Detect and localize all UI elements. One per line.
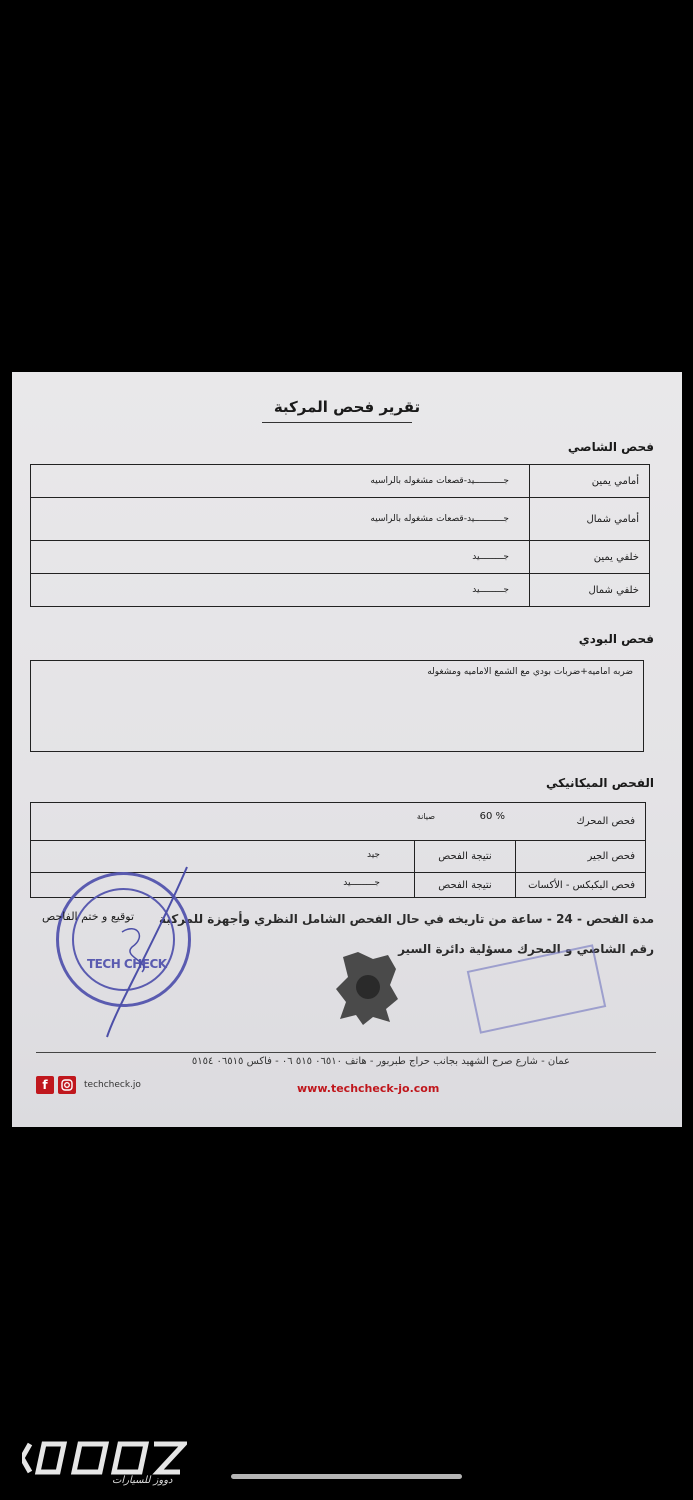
diff-value: جـــــــــيد	[343, 878, 380, 888]
table-row	[31, 465, 649, 498]
mechanical-heading: الفحص الميكانيكي	[545, 776, 654, 790]
table-row	[31, 803, 645, 841]
chassis-rear-right-value: جـــــــــيد	[472, 552, 509, 562]
rectangular-stamp	[467, 944, 606, 1033]
table-row	[31, 574, 649, 606]
diff-label: فحص البكبكس - الأكسات	[515, 873, 645, 897]
chassis-rear-left-value: جـــــــــيد	[472, 585, 509, 595]
table-row	[31, 498, 649, 541]
gear-value: جيد	[366, 850, 380, 860]
chassis-table	[30, 464, 650, 607]
chassis-rear-left-label: خلفي شمال	[529, 574, 649, 606]
chassis-front-right-value: جـــــــــــيد-قصعات مشغوله بالراسيه	[370, 476, 509, 486]
footer-website: www.techcheck-jo.com	[297, 1082, 440, 1095]
engine-sub: صيانة	[416, 812, 435, 821]
social-links	[36, 1076, 141, 1094]
footer-address: عمان - شارع صرح الشهيد بجانب حراج طبربور - هاتف ٠٦٥١٠ ٥١٥ ٠٦ - فاكس ٠٦٥١٥ ٥١٥٤	[191, 1056, 570, 1067]
chassis-rear-right-label: خلفي يمين	[529, 541, 649, 573]
dooz-logo	[22, 1440, 187, 1476]
instagram-icon	[58, 1076, 76, 1094]
body-notes-text: ضربه اماميه+ضربات بودي مع الشمع الاماميه ومشغوله	[427, 667, 633, 677]
title-underline	[262, 422, 412, 423]
table-row	[31, 541, 649, 574]
diff-result-label: نتيجة الفحص	[414, 873, 515, 897]
dooz-subtitle: دووز للسيارات	[112, 1475, 173, 1486]
inspection-report-sheet	[12, 372, 682, 1127]
chassis-front-right-label: أمامي يمين	[529, 465, 649, 497]
stamp-brand-text: TECH CHECK	[87, 957, 167, 971]
gear-result-label: نتيجة الفحص	[414, 841, 515, 872]
social-handle: techcheck.jo	[84, 1080, 141, 1090]
emblem-icon	[328, 947, 408, 1027]
report-title: تقرير فحص المركبة	[273, 398, 421, 416]
chassis-front-left-value: جـــــــــــيد-قصعات مشغوله بالراسيه	[370, 514, 509, 524]
validity-note: مدة الفحص - 24 - ساعة من تاريخه في حال الفحص الشامل النظري وأجهزة للمركبة	[159, 912, 654, 926]
home-indicator[interactable]	[231, 1474, 462, 1479]
signature-scribble	[92, 862, 202, 1042]
body-heading: فحص البودي	[578, 632, 654, 646]
engine-value: % 60	[479, 811, 505, 822]
facebook-icon: f	[36, 1076, 54, 1094]
chassis-heading: فحص الشاصي	[567, 440, 654, 454]
chassis-number-note: رقم الشاصي و المحرك مسؤلية دائرة السير	[398, 942, 654, 956]
gear-label: فحص الجير	[515, 841, 645, 872]
footer-divider	[36, 1052, 656, 1053]
body-notes-box	[30, 660, 644, 752]
engine-label: فحص المحرك	[576, 816, 635, 827]
signature-label: توقيع و ختم الفاحص	[42, 910, 135, 923]
chassis-front-left-label: أمامي شمال	[529, 498, 649, 540]
